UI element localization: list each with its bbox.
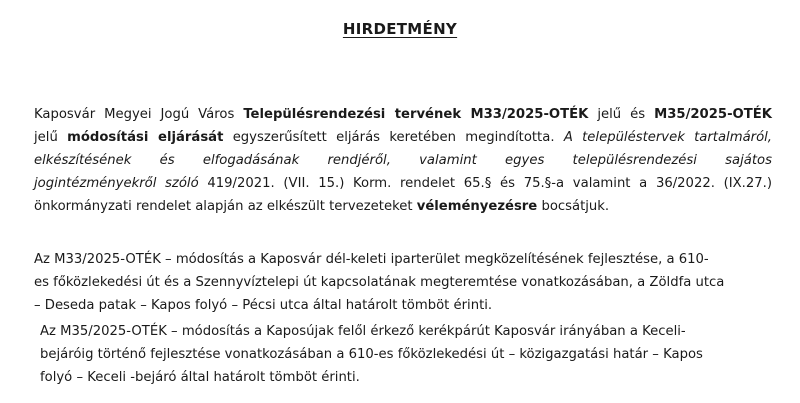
paragraph-line — [34, 172, 772, 195]
paragraph-line — [34, 103, 772, 126]
plan-name-bold: Településrendezési tervének M33/2025-OTÉK — [243, 107, 589, 122]
paragraph-line: es főközlekedési út és a Szennyvíztelepi út kapcsolatának megteremtése vonatkozásában, a Zöldfa utca — [34, 275, 725, 290]
text-run: bocsátjuk. — [537, 199, 610, 214]
text-run: jelű — [34, 130, 68, 145]
paragraph-line: folyó – Keceli -bejáró által határolt tömböt érinti. — [40, 370, 360, 385]
text-run: önkormányzati rendelet alapján az elkészült tervezeteket — [34, 199, 417, 214]
m35-description-paragraph — [40, 320, 780, 389]
text-run: egyszerűsített eljárás keretében megindította. — [223, 130, 564, 145]
paragraph-line: – Deseda patak – Kapos folyó – Pécsi utca által határolt tömböt érinti. — [34, 298, 493, 313]
text-run: Kaposvár Megyei Jogú Város — [34, 107, 244, 122]
paragraph-line: Az M35/2025-OTÉK – módosítás a Kaposújak felől érkező kerékpárút Kaposvár irányában a Keceli- — [40, 324, 686, 339]
m33-description-paragraph — [34, 248, 774, 317]
paragraph-line: Az M33/2025-OTÉK – módosítás a Kaposvár dél-keleti iparterület megközelítésének fejlesztése, a 610- — [34, 252, 709, 267]
procedure-bold: módosítási eljárását — [67, 130, 224, 145]
paragraph-line — [34, 126, 772, 149]
regulation-title-italic: A településtervek tartalmáról, — [563, 130, 772, 145]
document-title-text: HIRDETMÉNY — [342, 20, 458, 38]
announcement-paragraph — [34, 103, 772, 218]
document-title — [0, 20, 800, 38]
plan-code-bold: M35/2025-OTÉK — [654, 107, 772, 122]
paragraph-line — [34, 149, 772, 172]
review-bold: véleményezésre — [416, 199, 538, 214]
paragraph-line — [34, 195, 772, 218]
regulation-title-italic: jogintézményekről szóló — [34, 176, 199, 191]
paragraph-line: bejáróig történő fejlesztése vonatkozásában a 610-es főközlekedési út – közigazgatási határ – Kapos — [40, 347, 703, 362]
regulation-title-italic: elkészítésének és elfogadásának rendjéről, valamint egyes településrendezési sajátos — [34, 153, 772, 168]
text-run: 419/2021. (VII. 15.) Korm. rendelet 65.§ és 75.§-a valamint a 36/2022. (IX.27.) — [198, 176, 772, 191]
text-run: jelű és — [588, 107, 655, 122]
